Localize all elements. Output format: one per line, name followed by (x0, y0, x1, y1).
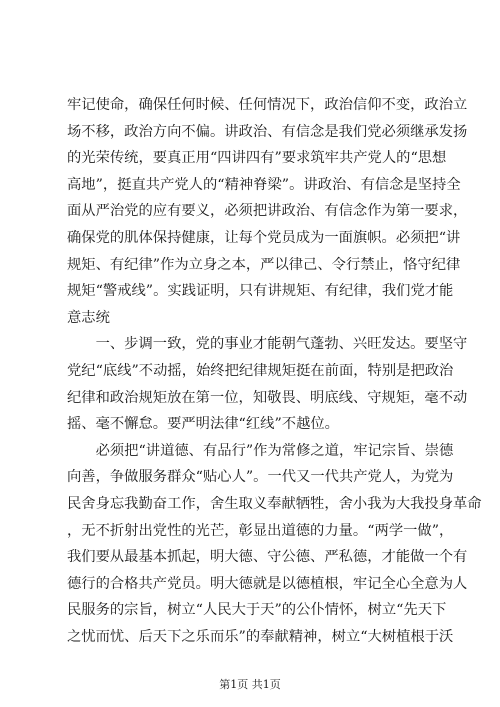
paragraph-2 (67, 331, 468, 437)
text-line: 必须把“讲道德、有品行”作为常修之道，牢记宗旨、崇德 (67, 442, 454, 459)
paragraph-3 (67, 438, 482, 651)
text-line: 党纪“底线”不动摇，始终把纪律规矩挺在前面，特别是把政治 (67, 362, 454, 379)
page-footer: 第1页 共1页 (219, 678, 281, 691)
text-line: 向善，争做服务群众“贴心人”。一代又一代共产党人，为党为 (67, 469, 454, 486)
text-line: 民舍身忘我勤奋工作，舍生取义奉献牺牲，舍小我为大我投身革命 (67, 495, 482, 512)
text-line: 纪律和政治规矩放在第一位，知敬畏、明底线、守规矩，毫不动 (67, 389, 468, 406)
text-line: 民服务的宗旨，树立“人民大于天”的公仆情怀，树立“先天下 (67, 602, 447, 619)
text-line: 的光荣传统，要真正用“四讲四有”要求筑牢共产党人的“思想 (67, 150, 447, 167)
text-line: 我们要从最基本抓起，明大德、守公德、严私德，才能做一个有 (67, 549, 468, 566)
text-line: 之忧而忧、后天下之乐而乐”的奉献精神，树立“大树植根于沃 (67, 628, 454, 645)
text-line: 德行的合格共产党员。明大德就是以德植根，牢记全心全意为人 (67, 575, 468, 592)
text-line: 规矩、有纪律”作为立身之本，严以律己、令行禁止，恪守纪律 (67, 256, 461, 273)
text-line: 规矩“警戒线”。实践证明，只有讲规矩、有纪律，我们党才能 (67, 283, 454, 300)
text-line: 摇、毫不懈怠。要严明法律“红线”不越位。 (67, 416, 339, 433)
document-body (67, 92, 482, 650)
text-line: 场不移，政治方向不偏。讲政治、有信念是我们党必须继承发扬 (67, 123, 468, 140)
text-line: 确保党的肌体保持健康，让每个党员成为一面旗帜。必须把“讲 (67, 229, 461, 246)
text-line: ，无不折射出党性的光芒，彰显出道德的力量。“两学一做”， (67, 522, 454, 539)
text-line: 面从严治党的应有要义，必须把讲政治、有信念作为第一要求， (67, 203, 468, 220)
text-line: 高地”，挺直共产党人的“精神脊梁”。讲政治、有信念是坚持全 (67, 176, 461, 193)
text-line: 一、步调一致，党的事业才能朝气蓬勃、兴旺发达。要坚守 (67, 336, 468, 353)
text-line: 意志统 (67, 309, 110, 326)
text-line: 牢记使命，确保任何时候、任何情况下，政治信仰不变，政治立 (67, 97, 468, 113)
paragraph-1 (67, 92, 468, 331)
